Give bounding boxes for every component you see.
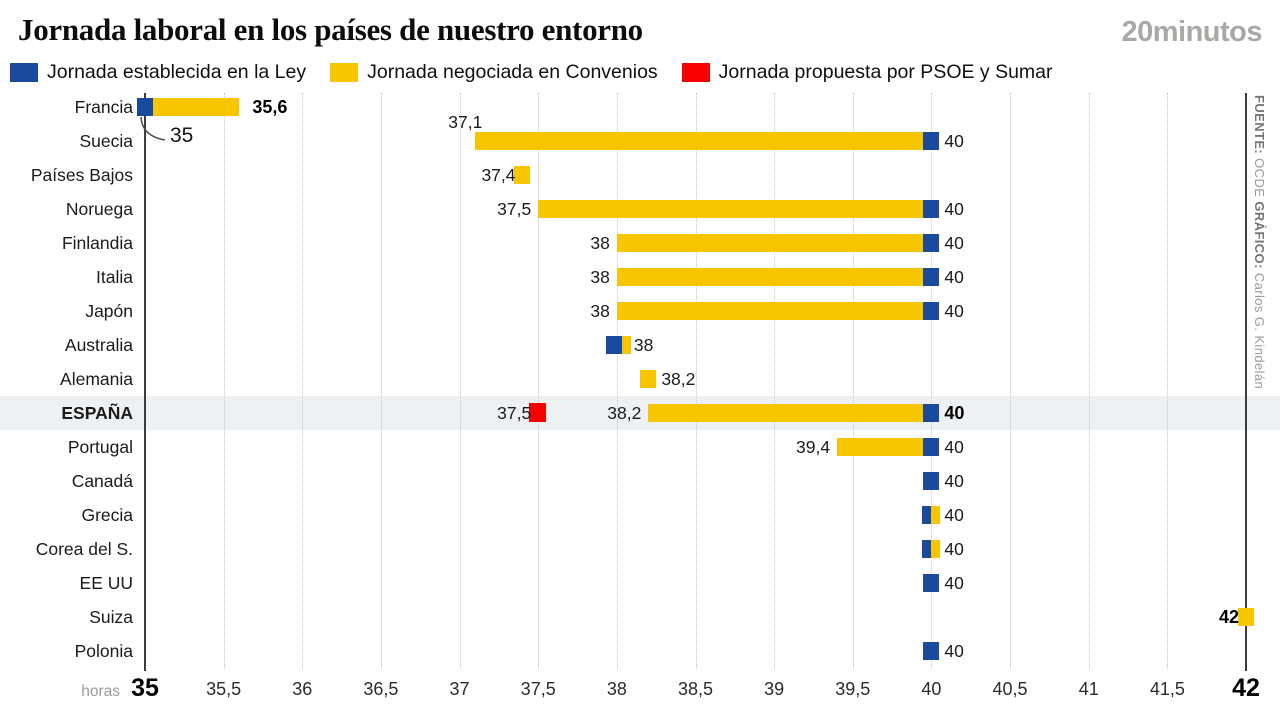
value-label: 40	[944, 641, 964, 661]
legend-label-convenios: Jornada negociada en Convenios	[367, 61, 658, 83]
axis-tick-label: 37	[449, 679, 470, 699]
bar-segment-convenios	[538, 200, 939, 218]
axis-tick-label: 35,5	[206, 679, 242, 699]
value-label: 40	[944, 301, 964, 321]
value-label: 38,2	[661, 369, 696, 389]
row-label: Polonia	[74, 641, 133, 661]
gridline	[774, 93, 775, 669]
value-label: 40	[944, 437, 964, 457]
value-label: 40	[944, 233, 964, 253]
value-label: 40	[944, 471, 964, 491]
value-label: 40	[944, 131, 964, 151]
row-label: Japón	[85, 301, 133, 321]
ley-marker	[923, 404, 939, 422]
row-label: ESPAÑA	[61, 403, 133, 423]
gridline	[617, 93, 618, 669]
value-label: 37,1	[448, 112, 483, 132]
source-credit	[1252, 95, 1267, 655]
value-label: 37,5	[497, 403, 532, 423]
ley-marker	[923, 234, 939, 252]
graphic-label: GRÁFICO:	[1252, 201, 1267, 269]
annotation-label: 35	[170, 124, 194, 147]
axis-tick-label: 35	[131, 674, 159, 702]
convenios-marker	[640, 370, 656, 388]
gridline	[381, 93, 382, 669]
source-value: OCDE	[1252, 154, 1267, 202]
row-label: Países Bajos	[30, 165, 133, 185]
value-label: 35,6	[252, 97, 288, 117]
gridline	[1089, 93, 1090, 669]
gridline	[460, 93, 461, 669]
axis-line	[1245, 93, 1247, 671]
gridline	[853, 93, 854, 669]
axis-tick-label: 41,5	[1149, 679, 1185, 699]
axis-tick-label: 38,5	[677, 679, 714, 699]
ley-marker	[923, 302, 939, 320]
page-title: Jornada laboral en los países de nuestro entorno	[18, 12, 643, 47]
axis-tick-label: 36,5	[363, 679, 399, 699]
ley-marker	[923, 132, 939, 150]
convenios-marker	[931, 506, 940, 524]
value-label: 37,5	[497, 199, 532, 219]
bar-segment-convenios	[617, 234, 940, 252]
ley-marker	[606, 336, 622, 354]
value-label: 40	[944, 403, 965, 423]
axis-tick-label: 39,5	[835, 679, 871, 699]
ley-marker	[922, 506, 931, 524]
axis-tick-label: 40	[921, 679, 942, 699]
bar-segment-convenios	[145, 98, 239, 116]
ley-marker	[137, 98, 153, 116]
gridline	[1167, 93, 1168, 669]
gridline	[224, 93, 225, 669]
axis-tick-label: 38	[606, 679, 627, 699]
value-label: 42	[1218, 607, 1239, 627]
row-label: Grecia	[81, 505, 133, 525]
convenios-marker	[514, 166, 530, 184]
axis-tick-label: 37,5	[520, 679, 556, 699]
row-label: Canadá	[71, 471, 133, 491]
gridline	[1010, 93, 1011, 669]
gridline	[696, 93, 697, 669]
axis-tick-label: 39	[764, 679, 785, 699]
legend-label-propuesta: Jornada propuesta por PSOE y Sumar	[718, 61, 1053, 83]
ley-marker	[923, 438, 939, 456]
row-label: Alemania	[60, 369, 133, 389]
row-label: Portugal	[67, 437, 133, 457]
propuesta-marker	[529, 403, 546, 422]
convenios-marker	[931, 540, 940, 558]
row-label: Corea del S.	[35, 539, 133, 559]
graphic-value: Carlos G. Kindelán	[1252, 268, 1267, 390]
bar-segment-convenios	[617, 268, 940, 286]
source-label: FUENTE:	[1252, 95, 1267, 155]
value-label: 38,2	[607, 403, 642, 423]
ley-marker	[923, 574, 939, 592]
bar-segment-convenios	[648, 404, 939, 422]
value-label: 40	[944, 267, 964, 287]
axis-line	[144, 93, 146, 671]
value-label: 38	[633, 335, 654, 355]
row-label: Suiza	[89, 607, 133, 627]
axis-unit-label: horas	[81, 683, 120, 700]
value-label: 39,4	[796, 437, 831, 457]
bar-segment-convenios	[617, 302, 940, 320]
gridline	[302, 93, 303, 669]
legend-label-ley: Jornada establecida en la Ley	[47, 61, 307, 83]
ley-marker	[923, 268, 939, 286]
row-label: EE UU	[79, 573, 133, 593]
bar-segment-convenios	[475, 132, 939, 150]
brand-logo: 20minutos	[1121, 16, 1262, 48]
leader-line	[135, 116, 175, 146]
row-label: Francia	[74, 97, 133, 117]
ley-marker	[923, 642, 939, 660]
axis-tick-label: 40,5	[992, 679, 1028, 699]
axis-tick-label: 36	[292, 679, 313, 699]
ley-marker	[923, 472, 939, 490]
ley-marker	[923, 200, 939, 218]
value-label: 37,4	[481, 165, 516, 185]
value-label: 38	[590, 301, 610, 321]
axis-tick-label: 42	[1232, 674, 1260, 702]
ley-marker	[922, 540, 931, 558]
value-label: 38	[590, 233, 610, 253]
gridline	[538, 93, 539, 669]
value-label: 38	[590, 267, 610, 287]
value-label: 40	[944, 573, 964, 593]
row-label: Suecia	[79, 131, 133, 151]
row-label: Noruega	[65, 199, 133, 219]
row-label: Italia	[96, 267, 133, 287]
row-label: Australia	[64, 335, 133, 355]
value-label: 40	[944, 539, 964, 559]
axis-tick-label: 41	[1078, 679, 1099, 699]
value-label: 40	[944, 505, 964, 525]
value-label: 40	[944, 199, 964, 219]
row-label: Finlandia	[61, 233, 133, 253]
